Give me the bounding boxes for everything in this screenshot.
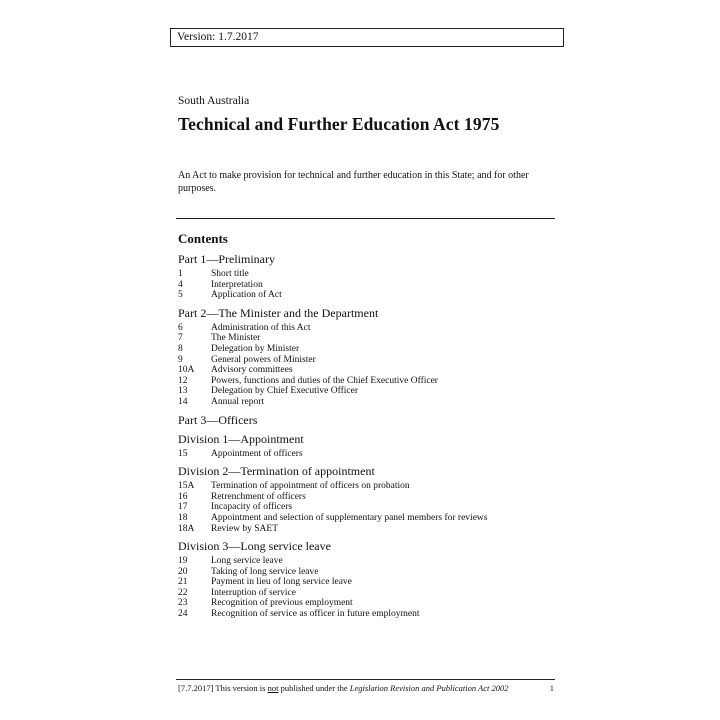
divider: [176, 218, 555, 219]
footer-not: not: [267, 683, 279, 693]
toc-item-label: Delegation by Minister: [211, 343, 300, 354]
toc-item-number: 8: [178, 343, 183, 354]
toc-item-number: 15A: [178, 481, 195, 492]
jurisdiction: South Australia: [178, 95, 250, 107]
toc-item-label: Taking of long service leave: [211, 566, 319, 577]
toc-section-heading[interactable]: Division 3—Long service leave: [178, 539, 331, 554]
toc-item-number: 21: [178, 577, 188, 588]
toc-item-label: Delegation by Chief Executive Officer: [211, 386, 359, 397]
long-title: An Act to make provision for technical and further education in this State; and for other purposes.: [178, 170, 529, 194]
toc-item-number: 22: [178, 587, 188, 598]
act-title: Technical and Further Education Act 1975: [178, 114, 500, 134]
toc-item-label: Powers, functions and duties of the Chief Executive Officer: [211, 375, 438, 386]
toc-item-label: Short title: [211, 269, 249, 279]
toc-item-label: Appointment and selection of supplementary panel members for reviews: [211, 512, 488, 523]
toc-item-number: 1: [178, 269, 183, 279]
toc-item-label: Retrenchment of officers: [211, 491, 306, 502]
toc-item-number: 6: [178, 322, 183, 333]
toc-item-number: 12: [178, 375, 188, 386]
toc-item-number: 15: [178, 448, 188, 459]
toc-item[interactable]: [178, 492, 558, 503]
toc-item-number: 5: [178, 290, 183, 301]
toc-item-label: Recognition of previous employment: [211, 598, 353, 609]
toc-item-label: Interpretation: [211, 279, 263, 290]
toc-item[interactable]: [178, 269, 558, 280]
toc-item-number: 17: [178, 502, 188, 513]
version-box: [170, 28, 564, 47]
toc-section-heading[interactable]: Part 3—Officers: [178, 412, 258, 427]
page-footer: [178, 683, 554, 694]
toc-item[interactable]: [178, 513, 558, 524]
toc-item-label: Review by SAET: [211, 523, 279, 534]
toc-item-number: 19: [178, 556, 188, 567]
toc-item-number: 20: [178, 566, 188, 577]
toc-item[interactable]: [178, 502, 558, 513]
toc-item[interactable]: [178, 588, 558, 599]
toc-section-heading[interactable]: Division 2—Termination of appointment: [178, 464, 375, 479]
footer-date: [7.7.2017]: [178, 683, 214, 693]
toc-item[interactable]: [178, 609, 558, 620]
toc-item-number: 18: [178, 512, 188, 523]
toc-item[interactable]: [178, 386, 558, 397]
toc-item-number: 7: [178, 333, 183, 344]
toc-item-label: Advisory committees: [211, 365, 293, 376]
toc-item[interactable]: [178, 355, 558, 366]
toc-item-label: Interruption of service: [211, 587, 296, 598]
footer-act-name: Legislation Revision and Publication Act 2002: [349, 683, 509, 693]
footer-divider: [176, 679, 555, 680]
toc-item-label: General powers of Minister: [211, 354, 316, 365]
footer-text-before: This version is: [215, 683, 266, 693]
toc-item-number: 13: [178, 386, 188, 397]
toc-item[interactable]: [178, 567, 558, 578]
toc-item-number: 4: [178, 279, 183, 290]
toc-section-heading[interactable]: Part 1—Preliminary: [178, 252, 275, 266]
toc-item-number: 10A: [178, 365, 195, 376]
toc-item[interactable]: [178, 365, 558, 376]
toc-item-number: 18A: [178, 523, 195, 534]
toc-item[interactable]: [178, 333, 558, 344]
toc-item[interactable]: [178, 376, 558, 387]
toc-item-number: 24: [178, 609, 188, 620]
toc-item[interactable]: [178, 556, 558, 567]
toc-item[interactable]: [178, 449, 558, 460]
toc-item-number: 23: [178, 598, 188, 609]
toc-item[interactable]: [178, 323, 558, 334]
footer-note: [178, 683, 509, 694]
toc-item[interactable]: [178, 397, 558, 408]
toc-section-heading[interactable]: Division 1—Appointment: [178, 431, 304, 446]
contents-heading: Contents: [178, 231, 228, 246]
toc-item-label: Long service leave: [211, 556, 283, 567]
table-of-contents: [178, 252, 558, 620]
toc-item[interactable]: [178, 280, 558, 291]
toc-item-label: Administration of this Act: [211, 322, 311, 333]
toc-section-heading[interactable]: Part 2—The Minister and the Department: [178, 305, 379, 320]
toc-item[interactable]: [178, 481, 558, 492]
toc-item-label: Application of Act: [211, 290, 282, 301]
toc-item[interactable]: [178, 344, 558, 355]
toc-item-number: 14: [178, 396, 188, 407]
toc-item[interactable]: [178, 524, 558, 535]
version-text: Version: 1.7.2017: [177, 31, 259, 43]
toc-item-label: Termination of appointment of officers on probation: [211, 481, 410, 492]
toc-item-label: Incapacity of officers: [211, 502, 293, 513]
toc-item-label: The Minister: [211, 333, 261, 344]
toc-item[interactable]: [178, 290, 558, 301]
toc-item-number: 9: [178, 354, 183, 365]
toc-item-number: 16: [178, 491, 188, 502]
toc-item-label: Recognition of service as officer in future employment: [211, 609, 420, 620]
toc-item-label: Annual report: [211, 396, 265, 407]
toc-item[interactable]: [178, 598, 558, 609]
toc-item-label: Payment in lieu of long service leave: [211, 577, 352, 588]
toc-item[interactable]: [178, 577, 558, 588]
toc-item-label: Appointment of officers: [211, 448, 303, 459]
page-number: 1: [549, 683, 554, 693]
footer-text-after: published under the: [280, 683, 348, 693]
